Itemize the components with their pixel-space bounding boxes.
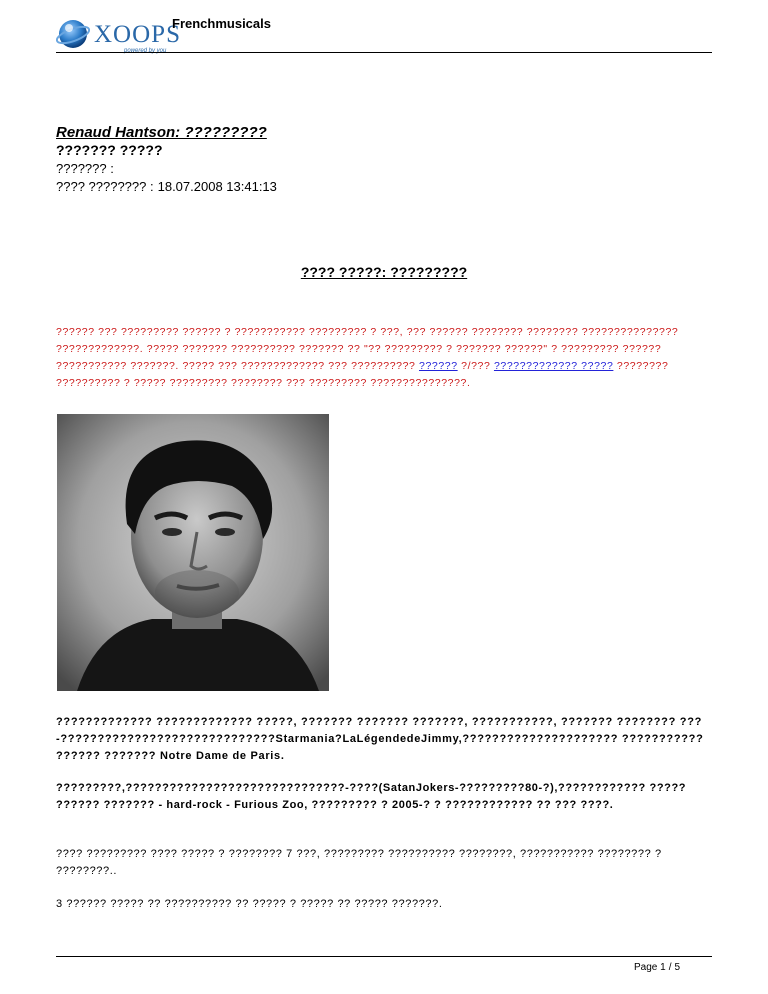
bio-p1-end: . — [280, 750, 285, 762]
intro-link-2[interactable]: ????????????? ????? — [493, 360, 614, 372]
page-current: 1 — [660, 962, 666, 973]
header-divider — [56, 52, 712, 53]
logo-wordmark: XOOPS — [94, 21, 181, 48]
bio-p1-show-name: Notre Dame de Paris — [159, 750, 281, 762]
bio-p1-text: ????????????? ????????????? ?????, ??????? ??????? ???????, ???????????, ??????? ???????? ???-????????????????????????????? — [56, 716, 703, 745]
page-label: Page — [634, 962, 658, 973]
bio-paragraph-1 — [56, 714, 716, 765]
page-total: 5 — [674, 962, 681, 973]
logo-tagline: powered by you — [124, 48, 167, 54]
intro-text-a: ?????? ??? ????????? ?????? ? ??????????? ????????? ? ???, ??? ?????? ???????? ???????? ??????????????? ?????????????. ????? ??????? ?????????? ??????? ?? "?? ????????? ? ??????? ??????" ? ????????? ?????? ??????????? ???????. ????? ??? ????????????? ??? ?????????? — [56, 326, 679, 372]
intro-text-b: ?/??? — [457, 360, 494, 372]
section-heading: ???? ?????: ????????? — [300, 264, 468, 280]
article-date-line — [56, 179, 277, 194]
footer-divider — [56, 956, 712, 957]
portrait-image — [57, 414, 329, 691]
intro-paragraph — [56, 324, 712, 392]
globe-icon — [56, 16, 90, 50]
bio-paragraph-2: ?????????,??????????????????????????????-????(SatanJokers-?????????80-?),???????????? ????? ?????? ??????? - hard-rock - Furious Zoo, ????????? ? 2005-? ? ???????????? ?? ??? ????. — [56, 782, 687, 811]
xoops-logo[interactable] — [56, 16, 181, 54]
intro-link-1[interactable]: ?????? — [419, 360, 458, 372]
publish-date: 18.07.2008 13:41:13 — [157, 179, 277, 194]
bio-p1-show-title: Starmania?LaLégendedeJimmy — [275, 733, 459, 745]
article-author-line: ??????? : — [56, 161, 114, 176]
bio-p1-text-2: ,????????????????????? ??????????? ?????? ??????? — [56, 733, 704, 762]
intro-text-c: ???????? ?????????? ? ????? ????????? ???????? ??? ????????? ???????????????. — [56, 360, 669, 389]
article-title: Renaud Hantson: ????????? — [56, 124, 267, 141]
bio-paragraph-4: 3 ?????? ????? ?? ?????????? ?? ????? ? ????? ?? ????? ???????. — [56, 898, 443, 910]
bio-paragraph-3: ???? ????????? ???? ????? ? ???????? 7 ???, ????????? ?????????? ????????, ??????????? ???????? ? ????????.. — [56, 848, 662, 877]
artist-photo — [57, 414, 329, 691]
date-label: ???? ???????? : — [56, 179, 154, 194]
article-subtitle: ??????? ????? — [56, 142, 163, 158]
site-name: Frenchmusicals — [172, 16, 271, 31]
page-indicator: Page 1 / 5 — [634, 962, 681, 973]
